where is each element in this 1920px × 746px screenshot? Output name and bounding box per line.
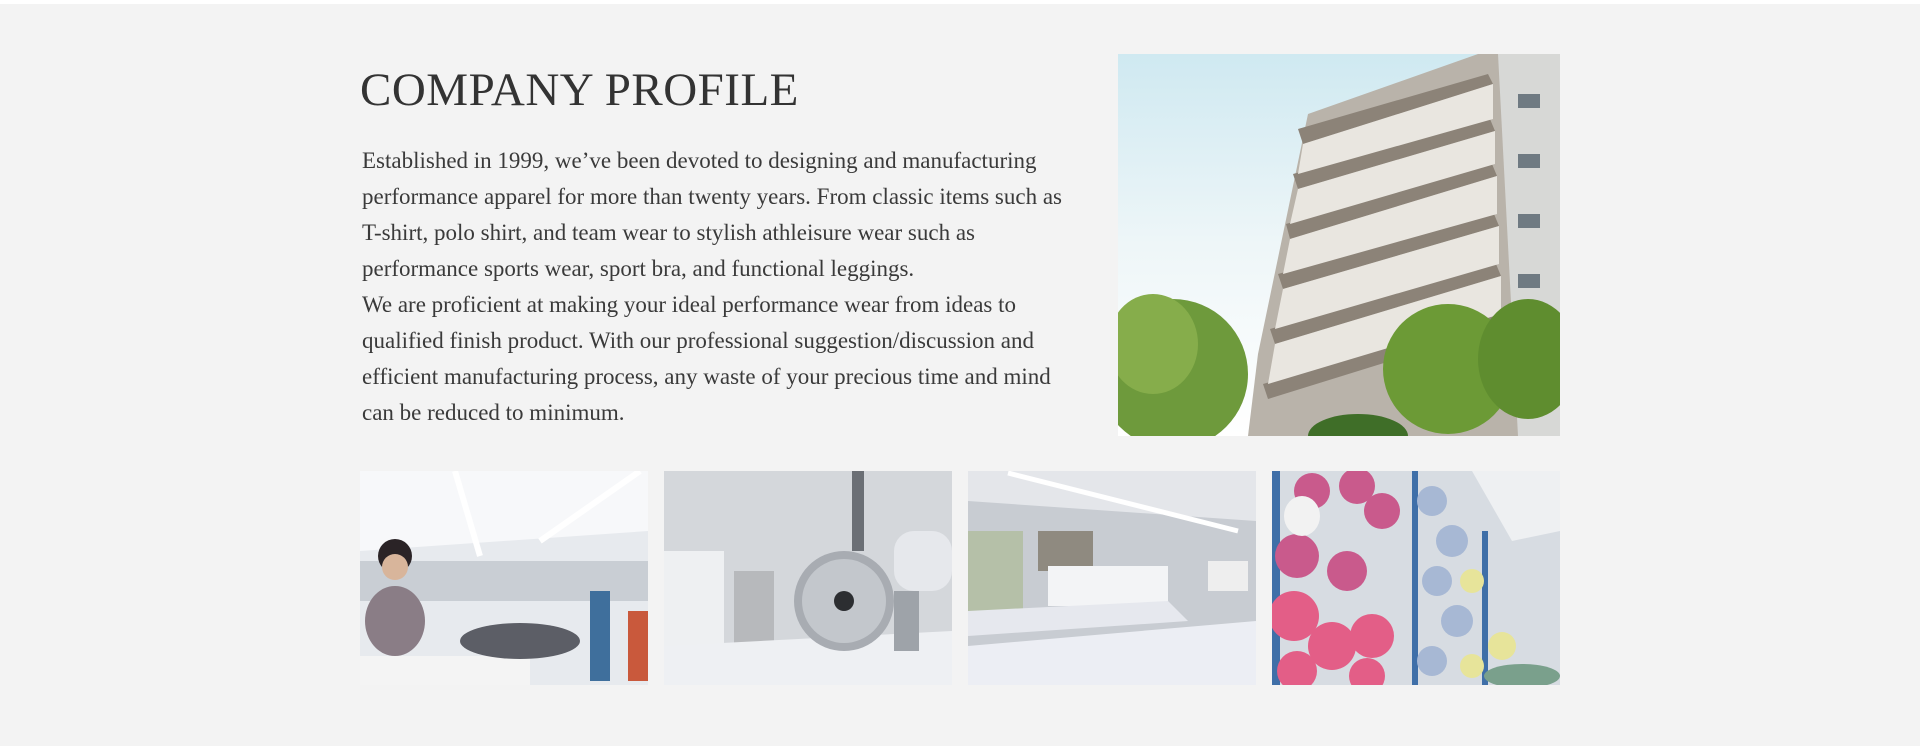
building-photo — [1118, 54, 1560, 436]
cutting-machine-image — [664, 471, 952, 685]
fabric-rolls-photo — [1272, 471, 1560, 685]
page-title: COMPANY PROFILE — [360, 64, 799, 116]
profile-paragraph-2: We are proficient at making your ideal performance wear from ideas to qualified finish product. With our professional suggestion/discussion and efficient manufacturing process, any waste of your precious time and mind can be reduced to minimum. — [362, 292, 1051, 425]
company-profile-section — [0, 4, 1920, 746]
cutting-table-photo — [968, 471, 1256, 685]
sewing-workshop-image — [360, 471, 648, 685]
profile-paragraph-1: Established in 1999, we’ve been devoted to designing and manufacturing performance apparel for more than twenty years. From classic items such as T-shirt, polo shirt, and team wear to stylish athleisure wear such as performance sports wear, sport bra, and functional leggings. — [362, 148, 1062, 281]
sewing-workshop-photo — [360, 471, 648, 685]
cutting-table-image — [968, 471, 1256, 685]
building-image — [1118, 54, 1560, 436]
fabric-rolls-image — [1272, 471, 1560, 685]
profile-description — [362, 143, 1082, 431]
cutting-machine-photo — [664, 471, 952, 685]
